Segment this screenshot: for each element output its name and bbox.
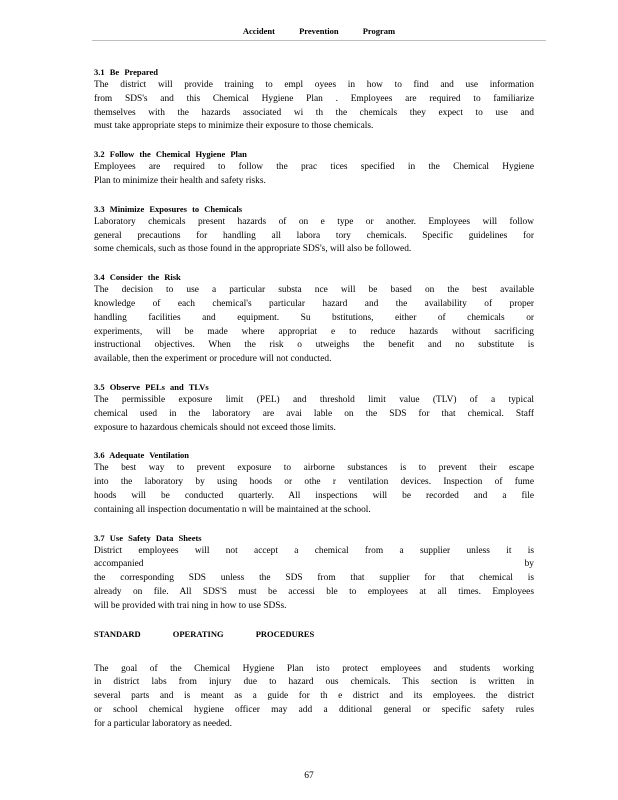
- section-block: [94, 148, 534, 189]
- page-number: 67: [304, 771, 314, 781]
- header-rule: [92, 40, 546, 41]
- document-body: [94, 66, 534, 732]
- paragraph-line: The permissible exposure limit (PEL) and threshold limit value (TLV) of a typical: [94, 394, 534, 405]
- section-block: [94, 203, 534, 257]
- section-heading: 3.6 Adequate Ventilation: [94, 450, 190, 461]
- paragraph-line: will be provided with trai ning in how to use SDSs.: [94, 600, 287, 611]
- paragraph-line: Employees are required to follow the prac tices specified in the Chemical Hygiene: [94, 162, 534, 173]
- paragraph-line: The district will provide training to empl oyees in how to find and use information: [94, 80, 534, 90]
- paragraph-line: containing all inspection documentatio n will be maintained at the school.: [94, 504, 371, 515]
- paragraph-line: District employees will not accept a chemical from a supplier unless it is: [94, 545, 534, 556]
- section-block: [94, 449, 534, 517]
- paragraph-line: available, then the experiment or procedure will not conducted.: [94, 354, 332, 365]
- section-heading: 3.2 Follow the Chemical Hygiene Plan: [94, 149, 247, 160]
- paragraph-line: themselves with the hazards associated wi th the chemicals they expect to use and: [94, 107, 534, 118]
- paragraph-line: handling facilities and equipment. Su bstitutions, either of chemicals or: [94, 312, 534, 323]
- paragraph-line: into the laboratory by using hoods or othe r ventilation devices. Inspection of fume: [94, 477, 534, 488]
- paragraph-line: for a particular laboratory as needed.: [94, 718, 232, 729]
- section-heading: 3.4 Consider the Risk: [94, 272, 181, 283]
- paragraph-line: in district labs from injury due to hazard ous chemicals. This section is written in: [94, 677, 534, 688]
- paragraph-line: hoods will be conducted quarterly. All inspections will be recorded and a file: [94, 490, 534, 501]
- paragraph-line: chemical used in the laboratory are avai lable on the SDS for that chemical. Staff: [94, 408, 534, 419]
- section-block: [94, 381, 534, 435]
- paragraph-line: some chemicals, such as those found in the appropriate SDS's, will also be followed.: [94, 244, 412, 255]
- paragraph-line: several parts and is meant as a guide for th e district and its employees. the district: [94, 691, 534, 702]
- paragraph-line: already on file. All SDS'S must be accessi ble to employees at all times. Employees: [94, 586, 534, 597]
- section-heading: 3.5 Observe PELs and TLVs: [94, 381, 209, 392]
- sop-heading: STANDARD OPERATING PROCEDURES: [94, 628, 315, 639]
- section-heading: 3.3 Minimize Exposures to Chemicals: [94, 203, 243, 214]
- running-header: Accident Prevention Program: [242, 26, 396, 36]
- paragraph-line: or school chemical hygiene officer may add a dditional general or specific safety rules: [94, 704, 534, 715]
- section-heading: 3.1 Be Prepared: [94, 67, 158, 77]
- paragraph-line: experiments, will be made where appropriat e to reduce hazards without sacrificing: [94, 326, 534, 337]
- paragraph-line: The goal of the Chemical Hygiene Plan isto protect employees and students working: [94, 663, 534, 674]
- sop-paragraph: [94, 663, 534, 732]
- paragraph-line: exposure to hazardous chemicals should not exceed those limits.: [94, 422, 336, 433]
- paragraph-line: accompanied by: [94, 559, 534, 570]
- section-block: [94, 66, 534, 134]
- section-block: [94, 532, 534, 614]
- paragraph-line: The best way to prevent exposure to airborne substances is to prevent their escape: [94, 463, 534, 474]
- paragraph-line: Laboratory chemicals present hazards of on e type or another. Employees will follow: [94, 216, 534, 227]
- paragraph-line: knowledge of each chemical's particular hazard and the availability of proper: [94, 298, 534, 309]
- paragraph-line: general precautions for handling all labora tory chemicals. Specific guidelines for: [94, 230, 534, 241]
- section-heading: 3.7 Use Safety Data Sheets: [94, 532, 202, 543]
- paragraph-line: the corresponding SDS unless the SDS from that supplier for that chemical is: [94, 573, 534, 584]
- sop-section: [94, 628, 534, 732]
- paragraph-line: instructional objectives. When the risk o utweighs the benefit and no substitute is: [94, 340, 534, 351]
- section-block: [94, 271, 534, 367]
- paragraph-line: Plan to minimize their health and safety risks.: [94, 175, 266, 186]
- sections-container: [94, 66, 534, 614]
- paragraph-line: must take appropriate steps to minimize their exposure to those chemicals.: [94, 121, 374, 132]
- paragraph-line: The decision to use a particular substa nce will be based on the best available: [94, 285, 534, 296]
- paragraph-line: from SDS's and this Chemical Hygiene Plan . Employees are required to familiarize: [94, 93, 534, 104]
